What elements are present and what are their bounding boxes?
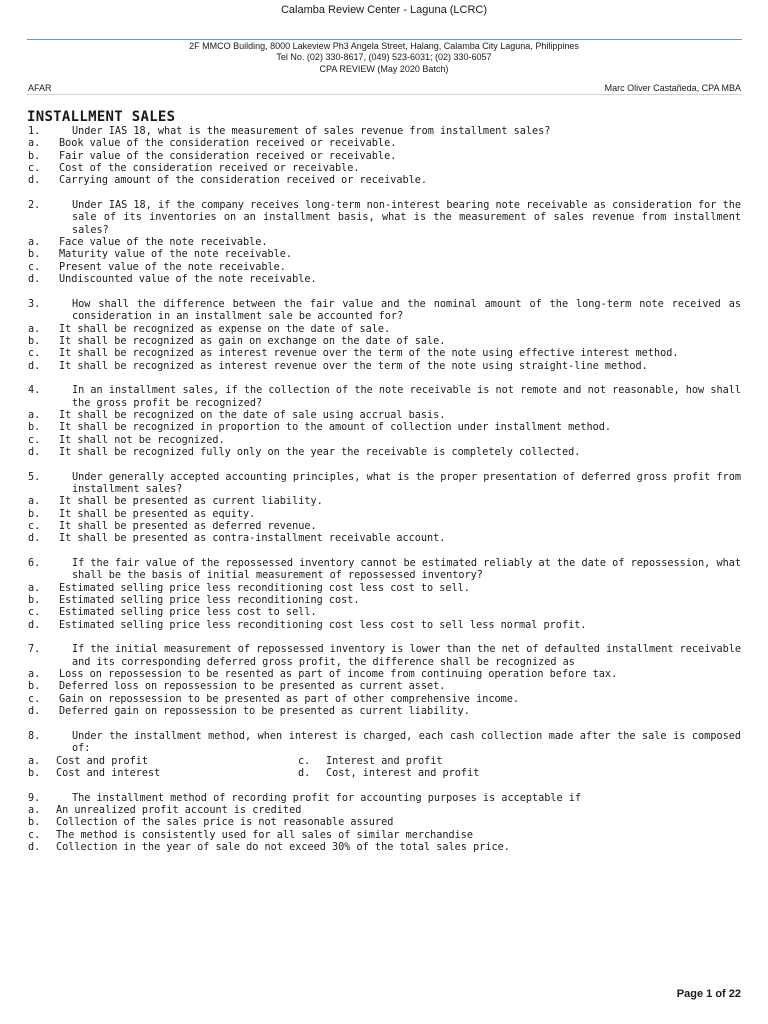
option-b <box>28 817 741 829</box>
option-letter: d. <box>28 619 41 631</box>
option-a <box>28 756 298 768</box>
option-text: Estimated selling price less reconditioning cost less cost to sell less normal profit. <box>59 619 587 631</box>
option-letter: a. <box>28 323 41 335</box>
option-letter: b. <box>28 249 41 261</box>
option-letter: a. <box>28 138 41 150</box>
question-text: The installment method of recording profit for accounting purposes is acceptable if <box>72 792 582 804</box>
option-text: It shall be recognized on the date of sale using accrual basis. <box>59 409 446 421</box>
option-text: Estimated selling price less cost to sell. <box>59 607 317 619</box>
subject-divider <box>27 94 742 95</box>
option-letter: a. <box>28 237 41 249</box>
option-letter: b. <box>28 508 41 520</box>
question-number: 6. <box>28 558 41 570</box>
option-text: Carrying amount of the consideration received or receivable. <box>59 175 428 187</box>
option-letter: d. <box>28 533 41 545</box>
option-text: Maturity value of the note receivable. <box>59 249 293 261</box>
option-text: Collection in the year of sale do not exceed 30% of the total sales price. <box>56 841 510 853</box>
option-letter: c. <box>28 607 41 619</box>
option-d <box>28 361 741 373</box>
option-letter: a. <box>28 496 41 508</box>
option-c <box>28 348 741 360</box>
option-a <box>28 496 741 508</box>
question-number: 7. <box>28 644 41 656</box>
option-c <box>28 521 741 533</box>
option-a <box>28 805 741 817</box>
option-letter: c. <box>28 434 41 446</box>
option-letter: d. <box>28 706 41 718</box>
question-5 <box>28 472 741 546</box>
option-text: Interest and profit <box>326 755 443 767</box>
option-letter: b. <box>28 595 41 607</box>
question-text: In an installment sales, if the collection of the note receivable is not remote and not reasonable, how shall the gross profit be recognized? <box>72 385 741 409</box>
option-text: Gain on repossession to be presented as part of other comprehensive income. <box>59 693 520 705</box>
option-b <box>28 151 741 163</box>
question-number: 1. <box>28 126 41 137</box>
option-letter: c. <box>28 693 41 705</box>
option-b <box>28 681 741 693</box>
option-text: Fair value of the consideration received or receivable. <box>59 150 397 162</box>
option-letter: d. <box>298 767 311 779</box>
page-number: Page 1 of 22 <box>676 988 741 1000</box>
question-list <box>28 126 741 867</box>
option-b <box>28 595 741 607</box>
subject-label: AFAR <box>28 83 52 93</box>
option-c <box>28 262 741 274</box>
option-text: Cost of the consideration received or receivable. <box>59 163 360 175</box>
question-8 <box>28 731 741 780</box>
option-text: Cost, interest and profit <box>326 767 480 779</box>
option-letter: d. <box>28 175 41 187</box>
option-c <box>298 756 568 768</box>
option-a <box>28 669 741 681</box>
question-3 <box>28 299 741 373</box>
option-b <box>28 249 741 261</box>
address-line: 2F MMCO Building, 8000 Lakeview Ph3 Angela Street, Halang, Calamba City Laguna, Philippines <box>189 41 579 51</box>
option-a <box>28 138 741 150</box>
question-text: If the initial measurement of repossessed inventory is lower than the net of defaulted installment receivable and its corresponding deferred gross profit, the difference shall be recognized as <box>72 644 741 668</box>
question-number: 8. <box>28 730 41 742</box>
option-letter: c. <box>298 755 311 767</box>
option-letter: c. <box>28 261 41 273</box>
question-text: How shall the difference between the fair value and the nominal amount of the long-term note received as consideration in an installment sale be accounted for? <box>72 298 741 323</box>
header-divider <box>27 39 742 40</box>
option-text: Estimated selling price less reconditioning cost. <box>59 595 360 607</box>
option-letter: a. <box>28 669 41 681</box>
question-number: 9. <box>28 792 41 804</box>
option-text: It shall be presented as equity. <box>59 508 256 520</box>
option-text: It shall be recognized as interest revenue over the term of the note using straight-line method. <box>59 360 648 372</box>
option-letter: b. <box>28 150 41 162</box>
question-text: Under the installment method, when interest is charged, each cash collection made after the sale is composed of: <box>72 730 741 755</box>
option-text: Book value of the consideration received or receivable. <box>59 138 397 150</box>
option-d <box>28 175 741 187</box>
option-letter: b. <box>28 767 41 779</box>
option-letter: a. <box>28 582 41 594</box>
option-letter: d. <box>28 841 41 853</box>
option-letter: d. <box>28 360 41 372</box>
option-text: It shall be recognized in proportion to the amount of collection under installment method. <box>59 422 612 434</box>
option-text: It shall be presented as deferred revenue. <box>59 521 317 532</box>
option-text: It shall be recognized fully only on the year the receivable is completely collected. <box>59 446 581 458</box>
option-text: Cost and interest <box>56 767 161 779</box>
option-letter: a. <box>28 409 41 421</box>
option-d <box>28 706 741 718</box>
option-letter: c. <box>28 829 41 841</box>
option-letter: d. <box>28 274 41 286</box>
option-letter: b. <box>28 422 41 434</box>
option-c <box>28 163 741 175</box>
option-text: It shall be presented as contra-installment receivable account. <box>59 533 446 545</box>
option-text: It shall be presented as current liability. <box>59 496 323 508</box>
option-c <box>28 435 741 447</box>
option-letter: b. <box>28 681 41 693</box>
option-text: Present value of the note receivable. <box>59 261 286 273</box>
option-a <box>28 237 741 249</box>
question-number: 4. <box>28 385 41 397</box>
option-letter: a. <box>28 804 41 816</box>
option-letter: b. <box>28 817 41 829</box>
option-letter: b. <box>28 335 41 347</box>
option-b <box>28 422 741 434</box>
question-2 <box>28 200 741 286</box>
option-a <box>28 410 741 422</box>
question-4 <box>28 385 741 459</box>
option-text: Deferred gain on repossession to be presented as current liability. <box>59 706 470 718</box>
question-text: If the fair value of the repossessed inventory cannot be estimated reliably at the date of repossession, what shall be the basis of initial measurement of repossessed inventory? <box>72 558 741 582</box>
question-number: 3. <box>28 298 41 310</box>
question-7 <box>28 644 741 718</box>
question-number: 5. <box>28 471 41 483</box>
option-letter: a. <box>28 755 41 767</box>
option-b <box>28 768 298 780</box>
option-letter: d. <box>28 446 41 458</box>
question-9 <box>28 793 741 855</box>
option-letter: c. <box>28 163 41 175</box>
question-number: 2. <box>28 200 41 212</box>
option-text: Collection of the sales price is not reasonable assured <box>56 817 394 829</box>
option-text: It shall not be recognized. <box>59 434 225 446</box>
option-text: Deferred loss on repossession to be presented as current asset. <box>59 681 446 693</box>
question-text: Under IAS 18, what is the measurement of sales revenue from installment sales? <box>72 126 551 137</box>
option-b <box>28 509 741 521</box>
option-text: It shall be recognized as interest revenue over the term of the note using effective interest method. <box>59 348 679 360</box>
question-text: Under IAS 18, if the company receives long-term non-interest bearing note receivable as consideration for the sale of its inventories on an installment basis, what is the measurement of sales revenue from installment sales? <box>72 200 741 236</box>
option-letter: c. <box>28 521 41 532</box>
option-a <box>28 324 741 336</box>
option-letter: c. <box>28 348 41 360</box>
school-name: Calamba Review Center - Laguna (LCRC) <box>280 4 488 16</box>
option-c <box>28 830 741 842</box>
option-c <box>28 607 741 619</box>
option-d <box>298 768 568 780</box>
option-text: Undiscounted value of the note receivable. <box>59 274 317 286</box>
option-a <box>28 583 741 595</box>
option-d <box>28 533 741 545</box>
option-text: An unrealized profit account is credited <box>56 804 302 816</box>
option-c <box>28 694 741 706</box>
option-text: Face value of the note receivable. <box>59 237 268 249</box>
question-6 <box>28 558 741 632</box>
option-d <box>28 447 741 459</box>
document-title: INSTALLMENT SALES <box>27 109 176 125</box>
option-d <box>28 274 741 286</box>
option-text: The method is consistently used for all sales of similar merchandise <box>56 829 474 841</box>
author-label: Marc Oliver Castañeda, CPA MBA <box>604 83 741 93</box>
option-text: It shall be recognized as gain on exchange on the date of sale. <box>59 335 446 347</box>
option-text: It shall be recognized as expense on the date of sale. <box>59 323 391 335</box>
option-text: Estimated selling price less reconditioning cost less cost to sell. <box>59 582 470 594</box>
question-text: Under generally accepted accounting principles, what is the proper presentation of deferred gross profit from installment sales? <box>72 471 741 495</box>
phone-line: Tel No. (02) 330-8617, (049) 523-6031; (02) 330-6057 <box>276 52 492 62</box>
option-d <box>28 842 741 854</box>
question-1 <box>28 126 741 188</box>
option-text: Loss on repossession to be resented as part of income from continuing operation before tax. <box>59 669 618 681</box>
option-text: Cost and profit <box>56 755 149 767</box>
option-d <box>28 620 741 632</box>
option-b <box>28 336 741 348</box>
batch-line: CPA REVIEW (May 2020 Batch) <box>319 64 449 74</box>
